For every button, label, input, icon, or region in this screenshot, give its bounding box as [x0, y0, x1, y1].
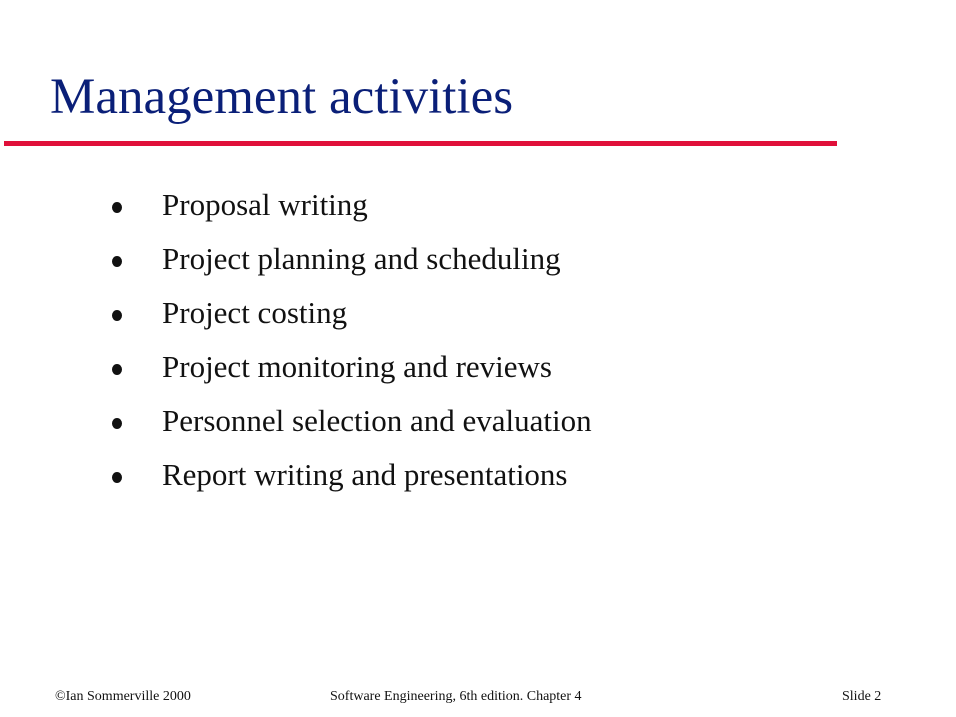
bullet-text: Personnel selection and evaluation — [162, 403, 592, 438]
bullet-dot-icon — [112, 364, 122, 375]
title-underline-rule — [4, 141, 837, 146]
bullet-dot-icon — [112, 418, 122, 429]
bullet-dot-icon — [112, 472, 122, 483]
bullet-item — [0, 400, 956, 454]
bullet-dot-icon — [112, 202, 122, 213]
bullet-dot-icon — [112, 310, 122, 321]
bullet-text: Report writing and presentations — [162, 457, 568, 492]
bullet-text: Project monitoring and reviews — [162, 349, 552, 384]
footer-slide-number: Slide 2 — [842, 689, 882, 704]
bullet-item — [0, 238, 956, 292]
bullet-item — [0, 184, 956, 238]
bullet-dot-icon — [112, 256, 122, 267]
bullet-item — [0, 346, 956, 400]
slide-title: Management activities — [50, 69, 514, 125]
footer-book-title: Software Engineering, 6th edition. Chapter 4 — [330, 689, 582, 704]
footer-copyright: ©Ian Sommerville 2000 — [55, 689, 191, 704]
bullet-list — [0, 184, 956, 508]
bullet-text: Project costing — [162, 295, 348, 330]
bullet-item — [0, 454, 956, 508]
bullet-item — [0, 292, 956, 346]
bullet-text: Proposal writing — [162, 187, 368, 222]
bullet-text: Project planning and scheduling — [162, 241, 561, 276]
